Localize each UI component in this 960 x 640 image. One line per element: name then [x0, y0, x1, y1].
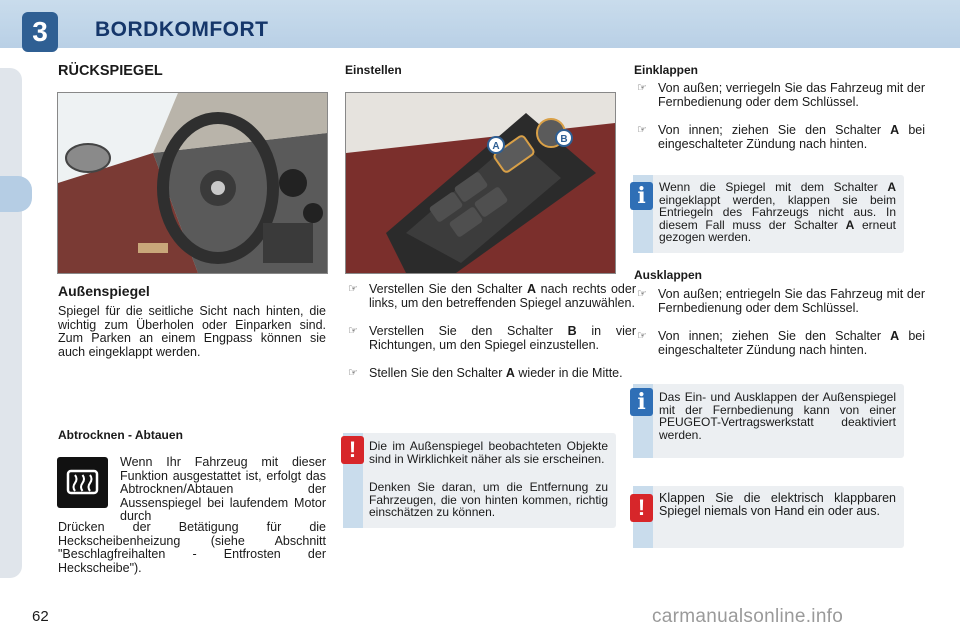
- unfold-heading: Ausklappen: [634, 268, 703, 282]
- warning-icon: !: [630, 494, 653, 522]
- fold-bullet-2: ☞ Von innen; ziehen Sie den Schalter A bei eingeschalteter Zündung nach hinten.: [637, 123, 926, 151]
- unfold-bullet-1: ☞ Von außen; entriegeln Sie das Fahrzeug mit der Fernbedienung oder dem Schlüssel.: [637, 287, 925, 315]
- bullet-marker: ☞: [637, 330, 647, 342]
- bullet-marker: ☞: [637, 288, 647, 300]
- info-text-1: Wenn die Spiegel mit dem Schalter A eingeklappt werden, klappen sie beim Entriegeln des Fahrzeugs nicht aus. In diesem Fall muss der Schalter A erneut gezogen werden.: [659, 180, 896, 244]
- warning-note-manual: [633, 486, 904, 548]
- defrost-heading: Abtrocknen - Abtauen: [58, 428, 183, 442]
- fold-heading: Einklappen: [634, 63, 699, 77]
- warning-note-distance: [343, 433, 616, 528]
- side-tab-strip: [0, 68, 22, 578]
- info-text-2: Das Ein- und Ausklappen der Außenspiegel mit der Fernbedienung kann von einer PEUGEOT-Vertragswerkstatt deaktiviert werden.: [659, 390, 896, 442]
- interior-illustration: [58, 93, 327, 273]
- fold-bullet-1: ☞ Von außen; verriegeln Sie das Fahrzeug mit der Fernbedienung oder dem Schlüssel.: [637, 81, 925, 109]
- info-icon: i: [630, 388, 653, 416]
- info-note-fold: [633, 175, 904, 253]
- photo-label-b: B: [560, 134, 568, 145]
- chapter-number: 3: [22, 12, 58, 52]
- side-tab-active: [0, 176, 32, 212]
- switch-panel-illustration: [346, 93, 615, 273]
- bullet-marker: ☞: [637, 124, 647, 136]
- defrost-text-bottom: Drücken der Betätigung für die Heckscheibenheizung (siehe Abschnitt "Beschlagfreihalten - Entfrosten der Heckscheibe").: [58, 520, 326, 575]
- intro-text: Spiegel für die seitliche Sicht nach hinten, die wichtig zum Überholen oder Einparken sind. Zum Parken an einem Engpass können sie auch eingeklappt werden.: [58, 304, 326, 359]
- photo-label-a: A: [492, 141, 500, 152]
- subheading: Außenspiegel: [58, 283, 150, 299]
- warning-text-3: Klappen Sie die elektrisch klappbaren Spiegel niemals von Hand ein oder aus.: [659, 491, 896, 518]
- adjust-bullet-3: ☞ Stellen Sie den Schalter A wieder in die Mitte.: [348, 366, 623, 380]
- warning-text-2: Denken Sie daran, um die Entfernung zu Fahrzeugen, die von hinten kommen, richtig einschätzen zu können.: [369, 480, 608, 519]
- unfold-bullet-2: ☞ Von innen; ziehen Sie den Schalter A bei eingeschalteter Zündung nach hinten.: [637, 329, 926, 357]
- adjust-bullet-2: ☞ Verstellen Sie den Schalter B in vier Richtungen, um den Spiegel einzustellen.: [348, 324, 636, 352]
- watermark: carmanualsonline.info: [652, 606, 844, 627]
- bullet-marker: ☞: [348, 325, 358, 337]
- bullet-marker: ☞: [348, 367, 358, 379]
- bullet-marker: ☞: [637, 82, 647, 94]
- switch-panel-photo: [345, 92, 616, 274]
- interior-photo: [57, 92, 328, 274]
- warning-icon: !: [341, 436, 364, 464]
- page-title: BORDKOMFORT: [95, 18, 269, 41]
- adjust-bullet-1: ☞ Verstellen Sie den Schalter A nach rechts oder links, um den betreffenden Spiegel anzuwählen.: [348, 282, 636, 310]
- adjust-heading: Einstellen: [345, 63, 402, 77]
- info-note-remote: [633, 384, 904, 458]
- info-icon: i: [630, 182, 653, 210]
- bullet-marker: ☞: [348, 283, 358, 295]
- page-number: 62: [32, 608, 49, 625]
- warning-text-1: Die im Außenspiegel beobachteten Objekte sind in Wirklichkeit näher als sie erscheinen.: [369, 439, 608, 466]
- rear-defrost-icon: [57, 457, 108, 508]
- section-heading: RÜCKSPIEGEL: [58, 63, 163, 79]
- defrost-text-top: Wenn Ihr Fahrzeug mit dieser Funktion ausgestattet ist, erfolgt das Abtrocknen/Abtauen der Aussenspiegel bei laufendem Motor durch: [120, 455, 326, 523]
